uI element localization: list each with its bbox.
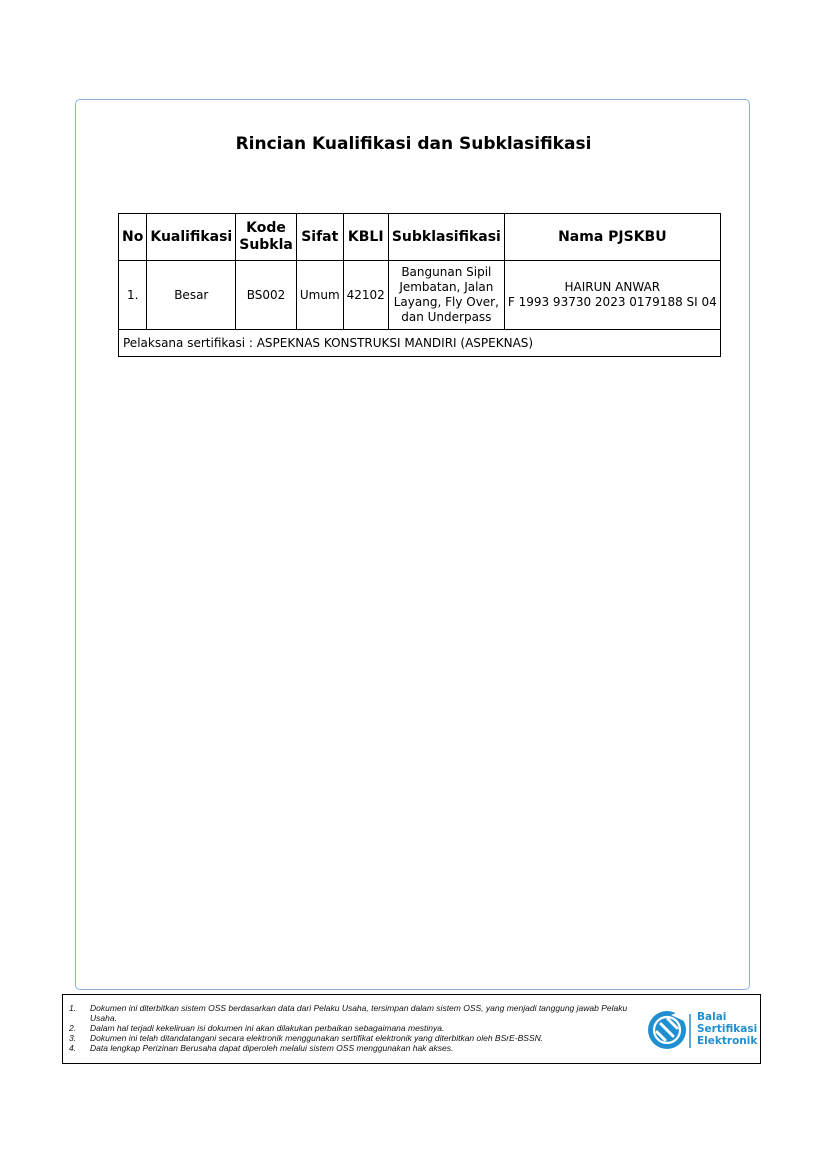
- header-sifat: Sifat: [296, 214, 343, 261]
- disclaimer-box: [62, 994, 761, 1064]
- note-number: 3.: [69, 1033, 77, 1043]
- note-text: Data lengkap Perizinan Berusaha dapat diperoleh melalui sistem OSS menggunakan hak akses.: [90, 1043, 454, 1053]
- bsre-logo: [647, 1008, 759, 1052]
- cell-nama-pjskbu: [504, 261, 720, 330]
- bsre-logo-text: [697, 1011, 757, 1047]
- note-number: 4.: [69, 1043, 77, 1053]
- cell-kualifikasi: Besar: [147, 261, 236, 330]
- note-text: Dokumen ini telah ditandatangani secara elektronik menggunakan sertifikat elektronik yang diterbitkan oleh BSrE-BSSN.: [90, 1033, 544, 1043]
- disclaimer-list: [69, 1003, 649, 1053]
- cell-subklasifikasi: Bangunan Sipil Jembatan, Jalan Layang, Fly Over, dan Underpass: [388, 261, 504, 330]
- cell-sifat: Umum: [296, 261, 343, 330]
- bsre-logo-icon: [647, 1008, 691, 1052]
- cell-kode: BS002: [236, 261, 297, 330]
- logo-line-2: Sertifikasi: [697, 1023, 758, 1035]
- logo-line-3: Elektronik: [697, 1035, 758, 1047]
- document-title: Rincian Kualifikasi dan Subklasifikasi: [235, 134, 592, 154]
- certification-executor: Pelaksana sertifikasi : ASPEKNAS KONSTRUKSI MANDIRI (ASPEKNAS): [119, 330, 721, 357]
- header-nama-pjskbu: Nama PJSKBU: [504, 214, 720, 261]
- header-subklasifikasi: Subklasifikasi: [388, 214, 504, 261]
- logo-line-1: Balai: [697, 1011, 727, 1023]
- list-item: [69, 1043, 649, 1053]
- table-footer-row: [119, 330, 721, 357]
- pjskbu-id: F 1993 93730 2023 0179188 SI 04: [507, 295, 717, 309]
- list-item: [69, 1003, 649, 1023]
- note-text: Dokumen ini diterbitkan sistem OSS berdasarkan data dari Pelaku Usaha, tersimpan dalam sistem OSS, yang menjadi tanggung jawab Pelaku Usaha.: [90, 1003, 628, 1023]
- note-number: 1.: [69, 1003, 77, 1013]
- header-kode-subkla: Kode Subkla: [236, 214, 297, 261]
- header-kualifikasi: Kualifikasi: [147, 214, 236, 261]
- pjskbu-name: HAIRUN ANWAR: [564, 280, 661, 294]
- header-kbli: KBLI: [343, 214, 388, 261]
- cell-no: 1.: [119, 261, 147, 330]
- header-no: No: [119, 214, 147, 261]
- table-row: [119, 261, 721, 330]
- qualification-table: [118, 213, 721, 357]
- list-item: [69, 1023, 649, 1033]
- cell-kbli: 42102: [343, 261, 388, 330]
- note-number: 2.: [69, 1023, 77, 1033]
- table-header-row: [119, 214, 721, 261]
- list-item: [69, 1033, 649, 1043]
- note-text: Dalam hal terjadi kekeliruan isi dokumen ini akan dilakukan perbaikan sebagaimana mestinya.: [90, 1023, 445, 1033]
